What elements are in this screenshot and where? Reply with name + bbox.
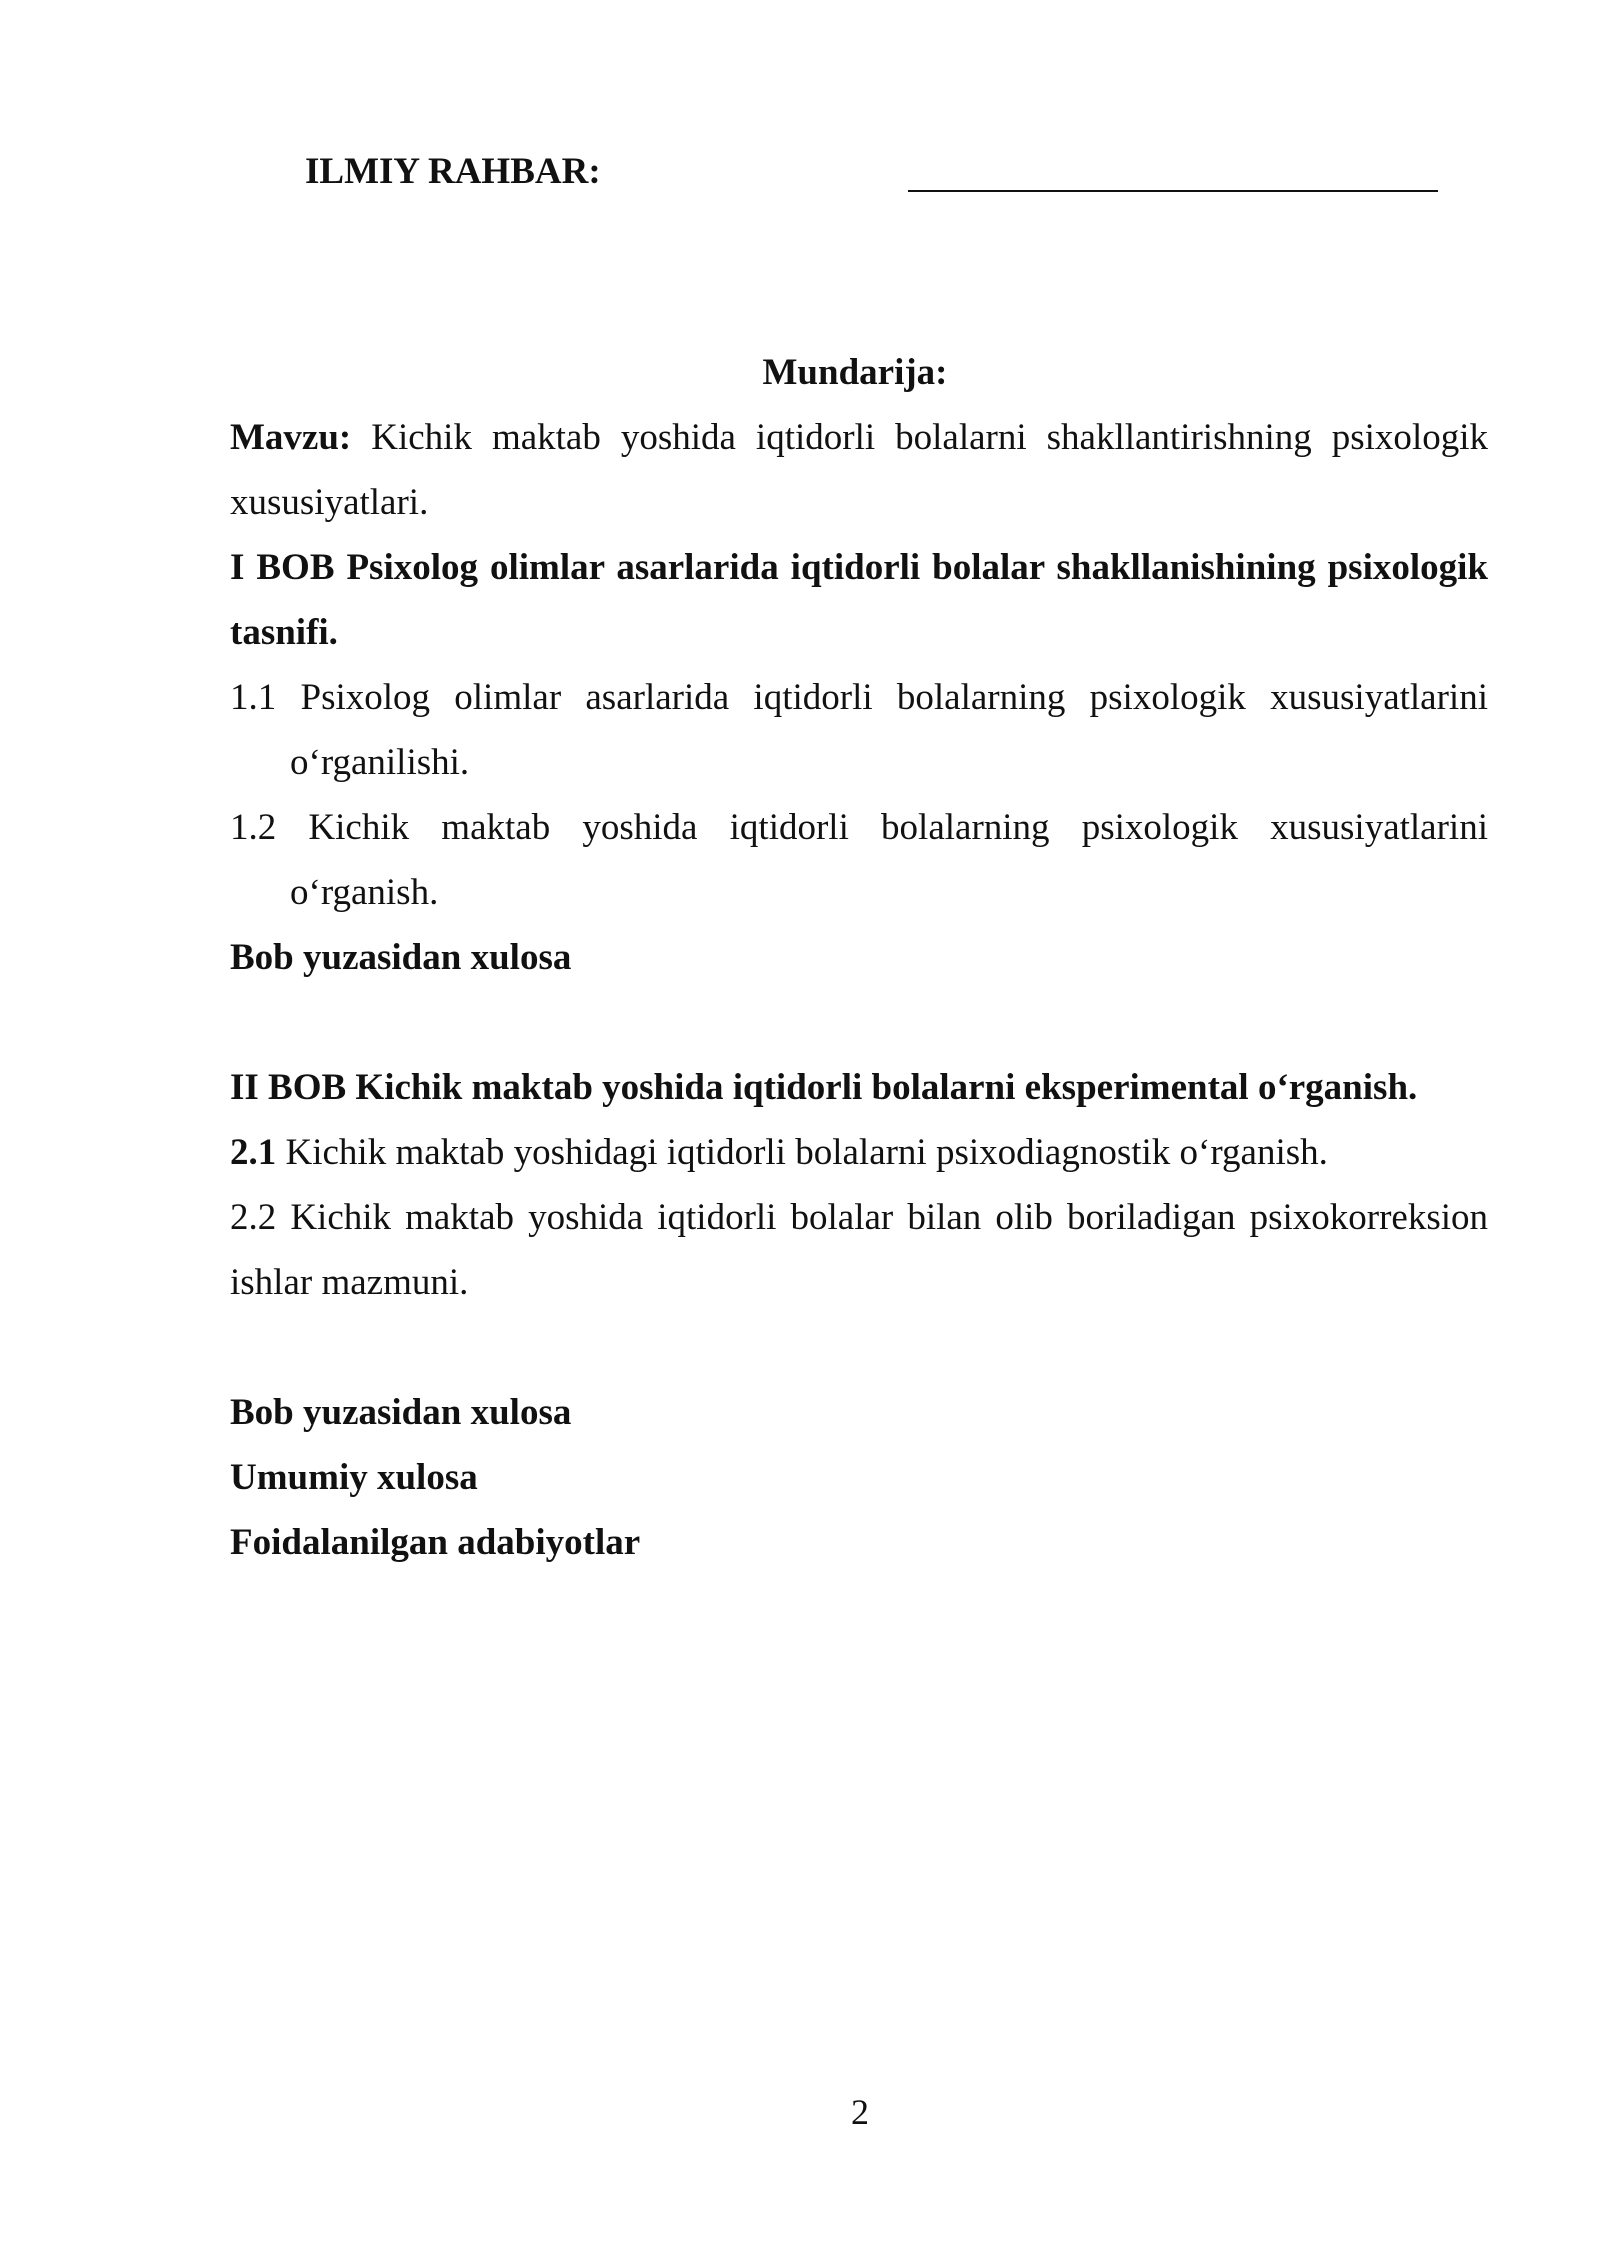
- signature-line: [908, 190, 1438, 192]
- supervisor-label: ILMIY RAHBAR:: [305, 151, 601, 192]
- spacer: [230, 1315, 1488, 1380]
- chapter-2-title: II BOB Kichik maktab yoshida iqtidorli bolalarni eksperimental o‘rganish.: [230, 1067, 1418, 1108]
- section-1-2-number: 1.2: [230, 807, 277, 848]
- section-2-1: [230, 1120, 1488, 1185]
- chapter-1-title-cont: tasnifi.: [230, 612, 338, 653]
- general-conclusion: Umumiy xulosa: [230, 1457, 478, 1498]
- page-number: 2: [851, 2092, 869, 2132]
- toc-title: Mundarija:: [762, 352, 948, 393]
- section-1-1-number: 1.1: [230, 677, 277, 718]
- chapter-1-title: I BOB Psixolog olimlar asarlarida iqtidorli bolalar shakllanishining psixologik: [230, 547, 1488, 588]
- topic-line-2: xususiyatlari.: [230, 482, 429, 523]
- section-1-2-text: Kichik maktab yoshida iqtidorli bolalarning psixologik xususiyatlarini: [308, 807, 1488, 848]
- topic-line-1: [230, 405, 1488, 470]
- spacer: [230, 990, 1488, 1055]
- section-2-1-number: 2.1: [230, 1132, 277, 1173]
- topic-text: Kichik maktab yoshida iqtidorli bolalarni shakllantirishning psixologik: [371, 417, 1488, 458]
- references: Foidalanilgan adabiyotlar: [230, 1522, 641, 1563]
- section-1-1: [230, 665, 1488, 730]
- topic-label: Mavzu:: [230, 417, 352, 458]
- table-of-contents: [230, 340, 1488, 1575]
- section-1-2: [230, 795, 1488, 860]
- section-1-2-cont: o‘rganish.: [290, 872, 439, 913]
- section-1-1-text: Psixolog olimlar asarlarida iqtidorli bolalarning psixologik xususiyatlarini: [300, 677, 1488, 718]
- section-2-2-cont: ishlar mazmuni.: [230, 1262, 469, 1303]
- chapter-2-conclusion: Bob yuzasidan xulosa: [230, 1392, 572, 1433]
- section-2-2: 2.2 Kichik maktab yoshida iqtidorli bolalar bilan olib boriladigan psixokorreksion: [230, 1197, 1488, 1238]
- section-1-1-cont: o‘rganilishi.: [290, 742, 470, 783]
- chapter-1-conclusion: Bob yuzasidan xulosa: [230, 937, 572, 978]
- section-2-1-text: Kichik maktab yoshidagi iqtidorli bolalarni psixodiagnostik o‘rganish.: [285, 1132, 1328, 1173]
